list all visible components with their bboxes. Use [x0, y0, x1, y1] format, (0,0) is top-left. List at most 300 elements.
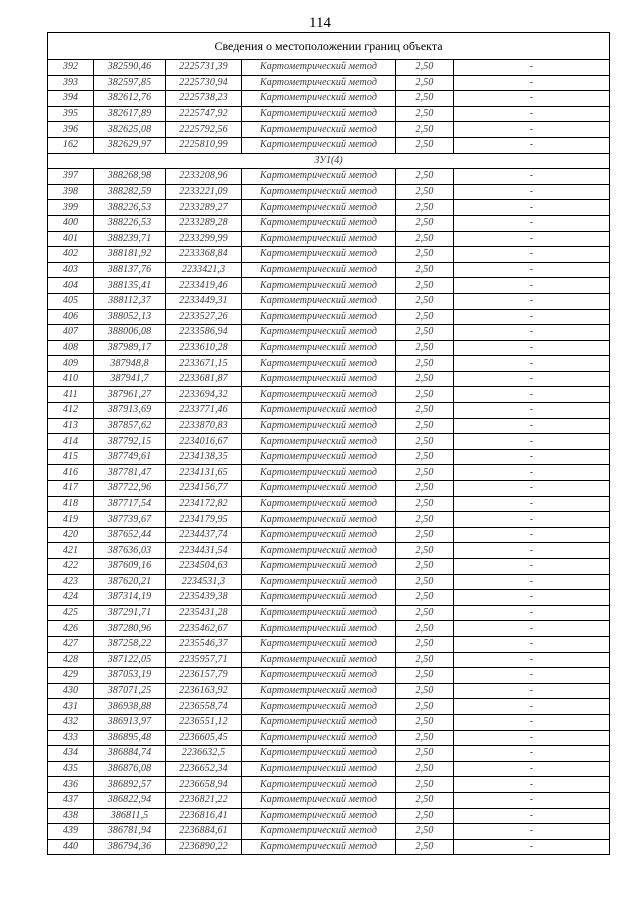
x-coordinate-cell: 387071,25 — [94, 683, 166, 699]
description-cell: - — [454, 714, 610, 730]
table-row — [48, 169, 610, 185]
point-number-cell: 435 — [48, 761, 94, 777]
table-row — [48, 200, 610, 216]
accuracy-cell: 2,50 — [396, 325, 454, 341]
method-cell: Картометрический метод — [242, 481, 396, 497]
method-cell: Картометрический метод — [242, 293, 396, 309]
description-cell: - — [454, 278, 610, 294]
accuracy-cell: 2,50 — [396, 621, 454, 637]
table-row — [48, 75, 610, 91]
table-row — [48, 465, 610, 481]
method-cell: Картометрический метод — [242, 60, 396, 76]
table-row — [48, 340, 610, 356]
description-cell: - — [454, 465, 610, 481]
accuracy-cell: 2,50 — [396, 636, 454, 652]
point-number-cell: 423 — [48, 574, 94, 590]
method-cell: Картометрический метод — [242, 668, 396, 684]
x-coordinate-cell: 388268,98 — [94, 169, 166, 185]
method-cell: Картометрический метод — [242, 371, 396, 387]
point-number-cell: 412 — [48, 403, 94, 419]
description-cell: - — [454, 527, 610, 543]
method-cell: Картометрический метод — [242, 91, 396, 107]
y-coordinate-cell: 2234437,74 — [166, 527, 242, 543]
y-coordinate-cell: 2234156,77 — [166, 481, 242, 497]
y-coordinate-cell: 2233419,46 — [166, 278, 242, 294]
description-cell: - — [454, 543, 610, 559]
table-row — [48, 714, 610, 730]
method-cell: Картометрический метод — [242, 839, 396, 855]
accuracy-cell: 2,50 — [396, 60, 454, 76]
y-coordinate-cell: 2235957,71 — [166, 652, 242, 668]
accuracy-cell: 2,50 — [396, 543, 454, 559]
y-coordinate-cell: 2235431,28 — [166, 605, 242, 621]
x-coordinate-cell: 386938,88 — [94, 699, 166, 715]
point-number-cell: 413 — [48, 418, 94, 434]
y-coordinate-cell: 2233671,15 — [166, 356, 242, 372]
x-coordinate-cell: 387739,67 — [94, 512, 166, 528]
table-row — [48, 652, 610, 668]
description-cell: - — [454, 200, 610, 216]
method-cell: Картометрический метод — [242, 699, 396, 715]
point-number-cell: 416 — [48, 465, 94, 481]
point-number-cell: 434 — [48, 746, 94, 762]
method-cell: Картометрический метод — [242, 106, 396, 122]
accuracy-cell: 2,50 — [396, 699, 454, 715]
table-row — [48, 730, 610, 746]
accuracy-cell: 2,50 — [396, 652, 454, 668]
accuracy-cell: 2,50 — [396, 75, 454, 91]
y-coordinate-cell: 2236558,74 — [166, 699, 242, 715]
description-cell: - — [454, 215, 610, 231]
method-cell: Картометрический метод — [242, 590, 396, 606]
table-row — [48, 356, 610, 372]
description-cell: - — [454, 605, 610, 621]
accuracy-cell: 2,50 — [396, 122, 454, 138]
y-coordinate-cell: 2233586,94 — [166, 325, 242, 341]
table-row — [48, 91, 610, 107]
y-coordinate-cell: 2234179,95 — [166, 512, 242, 528]
y-coordinate-cell: 2233527,26 — [166, 309, 242, 325]
x-coordinate-cell: 387857,62 — [94, 418, 166, 434]
table-row — [48, 418, 610, 434]
table-row — [48, 683, 610, 699]
x-coordinate-cell: 386913,97 — [94, 714, 166, 730]
accuracy-cell: 2,50 — [396, 434, 454, 450]
accuracy-cell: 2,50 — [396, 605, 454, 621]
table-row — [48, 496, 610, 512]
y-coordinate-cell: 2233221,09 — [166, 184, 242, 200]
description-cell: - — [454, 293, 610, 309]
description-cell: - — [454, 262, 610, 278]
description-cell: - — [454, 824, 610, 840]
point-number-cell: 396 — [48, 122, 94, 138]
table-row — [48, 371, 610, 387]
table-row — [48, 699, 610, 715]
point-number-cell: 401 — [48, 231, 94, 247]
x-coordinate-cell: 388239,71 — [94, 231, 166, 247]
method-cell: Картометрический метод — [242, 200, 396, 216]
y-coordinate-cell: 2233610,28 — [166, 340, 242, 356]
description-cell: - — [454, 247, 610, 263]
accuracy-cell: 2,50 — [396, 808, 454, 824]
x-coordinate-cell: 387314,19 — [94, 590, 166, 606]
table-row — [48, 792, 610, 808]
description-cell: - — [454, 792, 610, 808]
y-coordinate-cell: 2234016,67 — [166, 434, 242, 450]
description-cell: - — [454, 137, 610, 153]
y-coordinate-cell: 2235462,67 — [166, 621, 242, 637]
table-row — [48, 636, 610, 652]
x-coordinate-cell: 386811,5 — [94, 808, 166, 824]
y-coordinate-cell: 2234531,3 — [166, 574, 242, 590]
accuracy-cell: 2,50 — [396, 309, 454, 325]
method-cell: Картометрический метод — [242, 761, 396, 777]
x-coordinate-cell: 388181,92 — [94, 247, 166, 263]
x-coordinate-cell: 386876,08 — [94, 761, 166, 777]
table-title-row — [48, 33, 610, 60]
point-number-cell: 403 — [48, 262, 94, 278]
x-coordinate-cell: 387122,05 — [94, 652, 166, 668]
page-number: 114 — [309, 15, 331, 31]
point-number-cell: 439 — [48, 824, 94, 840]
table-row — [48, 777, 610, 793]
x-coordinate-cell: 382612,76 — [94, 91, 166, 107]
point-number-cell: 429 — [48, 668, 94, 684]
description-cell: - — [454, 91, 610, 107]
y-coordinate-cell: 2236890,22 — [166, 839, 242, 855]
x-coordinate-cell: 387941,7 — [94, 371, 166, 387]
description-cell: - — [454, 75, 610, 91]
y-coordinate-cell: 2234131,65 — [166, 465, 242, 481]
point-number-cell: 400 — [48, 215, 94, 231]
accuracy-cell: 2,50 — [396, 293, 454, 309]
description-cell: - — [454, 449, 610, 465]
table-row — [48, 309, 610, 325]
table-row — [48, 247, 610, 263]
y-coordinate-cell: 2236551,12 — [166, 714, 242, 730]
point-number-cell: 417 — [48, 481, 94, 497]
point-number-cell: 418 — [48, 496, 94, 512]
point-number-cell: 407 — [48, 325, 94, 341]
point-number-cell: 409 — [48, 356, 94, 372]
description-cell: - — [454, 106, 610, 122]
x-coordinate-cell: 382629,97 — [94, 137, 166, 153]
description-cell: - — [454, 808, 610, 824]
point-number-cell: 162 — [48, 137, 94, 153]
y-coordinate-cell: 2236658,94 — [166, 777, 242, 793]
description-cell: - — [454, 839, 610, 855]
point-number-cell: 427 — [48, 636, 94, 652]
accuracy-cell: 2,50 — [396, 730, 454, 746]
y-coordinate-cell: 2225810,99 — [166, 137, 242, 153]
x-coordinate-cell: 387609,16 — [94, 559, 166, 575]
point-number-cell: 436 — [48, 777, 94, 793]
table-row — [48, 215, 610, 231]
description-cell: - — [454, 184, 610, 200]
accuracy-cell: 2,50 — [396, 465, 454, 481]
point-number-cell: 406 — [48, 309, 94, 325]
description-cell: - — [454, 418, 610, 434]
point-number-cell: 392 — [48, 60, 94, 76]
method-cell: Картометрический метод — [242, 824, 396, 840]
table-row — [48, 60, 610, 76]
table-row — [48, 387, 610, 403]
x-coordinate-cell: 382617,89 — [94, 106, 166, 122]
table-row — [48, 231, 610, 247]
accuracy-cell: 2,50 — [396, 262, 454, 278]
point-number-cell: 394 — [48, 91, 94, 107]
description-cell: - — [454, 340, 610, 356]
point-number-cell: 428 — [48, 652, 94, 668]
accuracy-cell: 2,50 — [396, 418, 454, 434]
x-coordinate-cell: 388052,13 — [94, 309, 166, 325]
method-cell: Картометрический метод — [242, 122, 396, 138]
accuracy-cell: 2,50 — [396, 746, 454, 762]
x-coordinate-cell: 388135,41 — [94, 278, 166, 294]
description-cell: - — [454, 621, 610, 637]
accuracy-cell: 2,50 — [396, 371, 454, 387]
description-cell: - — [454, 356, 610, 372]
method-cell: Картометрический метод — [242, 309, 396, 325]
table-row — [48, 481, 610, 497]
table-row — [48, 761, 610, 777]
x-coordinate-cell: 387717,54 — [94, 496, 166, 512]
accuracy-cell: 2,50 — [396, 527, 454, 543]
y-coordinate-cell: 2236816,41 — [166, 808, 242, 824]
boundary-coordinates-table — [47, 32, 610, 855]
accuracy-cell: 2,50 — [396, 215, 454, 231]
accuracy-cell: 2,50 — [396, 387, 454, 403]
description-cell: - — [454, 371, 610, 387]
y-coordinate-cell: 2234172,82 — [166, 496, 242, 512]
accuracy-cell: 2,50 — [396, 761, 454, 777]
y-coordinate-cell: 2233289,27 — [166, 200, 242, 216]
description-cell: - — [454, 746, 610, 762]
accuracy-cell: 2,50 — [396, 777, 454, 793]
method-cell: Картометрический метод — [242, 496, 396, 512]
x-coordinate-cell: 387053,19 — [94, 668, 166, 684]
method-cell: Картометрический метод — [242, 574, 396, 590]
accuracy-cell: 2,50 — [396, 356, 454, 372]
y-coordinate-cell: 2233368,84 — [166, 247, 242, 263]
y-coordinate-cell: 2233449,31 — [166, 293, 242, 309]
y-coordinate-cell: 2233421,3 — [166, 262, 242, 278]
y-coordinate-cell: 2234431,54 — [166, 543, 242, 559]
point-number-cell: 410 — [48, 371, 94, 387]
y-coordinate-cell: 2236821,22 — [166, 792, 242, 808]
y-coordinate-cell: 2233681,87 — [166, 371, 242, 387]
x-coordinate-cell: 387258,22 — [94, 636, 166, 652]
x-coordinate-cell: 386822,94 — [94, 792, 166, 808]
point-number-cell: 433 — [48, 730, 94, 746]
y-coordinate-cell: 2225731,39 — [166, 60, 242, 76]
description-cell: - — [454, 512, 610, 528]
y-coordinate-cell: 2234138,35 — [166, 449, 242, 465]
y-coordinate-cell: 2235439,38 — [166, 590, 242, 606]
accuracy-cell: 2,50 — [396, 839, 454, 855]
table-row — [48, 278, 610, 294]
y-coordinate-cell: 2225738,23 — [166, 91, 242, 107]
x-coordinate-cell: 388137,76 — [94, 262, 166, 278]
y-coordinate-cell: 2233289,28 — [166, 215, 242, 231]
point-number-cell: 437 — [48, 792, 94, 808]
description-cell: - — [454, 559, 610, 575]
table-row — [48, 824, 610, 840]
accuracy-cell: 2,50 — [396, 247, 454, 263]
table-row — [48, 512, 610, 528]
description-cell: - — [454, 169, 610, 185]
point-number-cell: 415 — [48, 449, 94, 465]
method-cell: Картометрический метод — [242, 169, 396, 185]
method-cell: Картометрический метод — [242, 465, 396, 481]
table-row — [48, 746, 610, 762]
point-number-cell: 438 — [48, 808, 94, 824]
accuracy-cell: 2,50 — [396, 106, 454, 122]
method-cell: Картометрический метод — [242, 75, 396, 91]
table-row — [48, 184, 610, 200]
method-cell: Картометрический метод — [242, 527, 396, 543]
y-coordinate-cell: 2235546,37 — [166, 636, 242, 652]
y-coordinate-cell: 2236884,61 — [166, 824, 242, 840]
y-coordinate-cell: 2233771,46 — [166, 403, 242, 419]
table-row — [48, 137, 610, 153]
y-coordinate-cell: 2236605,45 — [166, 730, 242, 746]
x-coordinate-cell: 386892,57 — [94, 777, 166, 793]
point-number-cell: 431 — [48, 699, 94, 715]
point-number-cell: 393 — [48, 75, 94, 91]
accuracy-cell: 2,50 — [396, 278, 454, 294]
table-row — [48, 590, 610, 606]
point-number-cell: 421 — [48, 543, 94, 559]
accuracy-cell: 2,50 — [396, 792, 454, 808]
point-number-cell: 424 — [48, 590, 94, 606]
method-cell: Картометрический метод — [242, 746, 396, 762]
description-cell: - — [454, 574, 610, 590]
method-cell: Картометрический метод — [242, 340, 396, 356]
method-cell: Картометрический метод — [242, 777, 396, 793]
point-number-cell: 399 — [48, 200, 94, 216]
section-label: ЗУ1(4) — [48, 153, 610, 169]
x-coordinate-cell: 387961,27 — [94, 387, 166, 403]
y-coordinate-cell: 2225747,92 — [166, 106, 242, 122]
x-coordinate-cell: 386884,74 — [94, 746, 166, 762]
description-cell: - — [454, 122, 610, 138]
point-number-cell: 440 — [48, 839, 94, 855]
method-cell: Картометрический метод — [242, 714, 396, 730]
x-coordinate-cell: 387749,61 — [94, 449, 166, 465]
point-number-cell: 395 — [48, 106, 94, 122]
table-row — [48, 106, 610, 122]
method-cell: Картометрический метод — [242, 231, 396, 247]
method-cell: Картометрический метод — [242, 325, 396, 341]
accuracy-cell: 2,50 — [396, 559, 454, 575]
method-cell: Картометрический метод — [242, 559, 396, 575]
method-cell: Картометрический метод — [242, 683, 396, 699]
method-cell: Картометрический метод — [242, 808, 396, 824]
accuracy-cell: 2,50 — [396, 91, 454, 107]
accuracy-cell: 2,50 — [396, 231, 454, 247]
method-cell: Картометрический метод — [242, 184, 396, 200]
section-row — [48, 153, 610, 169]
point-number-cell: 422 — [48, 559, 94, 575]
accuracy-cell: 2,50 — [396, 824, 454, 840]
x-coordinate-cell: 386794,36 — [94, 839, 166, 855]
table-row — [48, 574, 610, 590]
description-cell: - — [454, 387, 610, 403]
method-cell: Картометрический метод — [242, 215, 396, 231]
accuracy-cell: 2,50 — [396, 496, 454, 512]
method-cell: Картометрический метод — [242, 262, 396, 278]
method-cell: Картометрический метод — [242, 636, 396, 652]
x-coordinate-cell: 382597,85 — [94, 75, 166, 91]
accuracy-cell: 2,50 — [396, 574, 454, 590]
description-cell: - — [454, 60, 610, 76]
y-coordinate-cell: 2233299,99 — [166, 231, 242, 247]
point-number-cell: 432 — [48, 714, 94, 730]
point-number-cell: 411 — [48, 387, 94, 403]
y-coordinate-cell: 2236632,5 — [166, 746, 242, 762]
x-coordinate-cell: 387291,71 — [94, 605, 166, 621]
y-coordinate-cell: 2225730,94 — [166, 75, 242, 91]
point-number-cell: 402 — [48, 247, 94, 263]
x-coordinate-cell: 387620,21 — [94, 574, 166, 590]
accuracy-cell: 2,50 — [396, 714, 454, 730]
method-cell: Картометрический метод — [242, 418, 396, 434]
accuracy-cell: 2,50 — [396, 449, 454, 465]
description-cell: - — [454, 309, 610, 325]
method-cell: Картометрический метод — [242, 621, 396, 637]
method-cell: Картометрический метод — [242, 792, 396, 808]
description-cell: - — [454, 481, 610, 497]
table-row — [48, 527, 610, 543]
x-coordinate-cell: 387722,96 — [94, 481, 166, 497]
table-row — [48, 325, 610, 341]
x-coordinate-cell: 386895,48 — [94, 730, 166, 746]
description-cell: - — [454, 652, 610, 668]
point-number-cell: 430 — [48, 683, 94, 699]
x-coordinate-cell: 387652,44 — [94, 527, 166, 543]
x-coordinate-cell: 387792,15 — [94, 434, 166, 450]
method-cell: Картометрический метод — [242, 137, 396, 153]
method-cell: Картометрический метод — [242, 434, 396, 450]
table-row — [48, 403, 610, 419]
method-cell: Картометрический метод — [242, 605, 396, 621]
description-cell: - — [454, 231, 610, 247]
description-cell: - — [454, 590, 610, 606]
accuracy-cell: 2,50 — [396, 169, 454, 185]
table-row — [48, 293, 610, 309]
description-cell: - — [454, 403, 610, 419]
x-coordinate-cell: 388226,53 — [94, 215, 166, 231]
point-number-cell: 419 — [48, 512, 94, 528]
accuracy-cell: 2,50 — [396, 340, 454, 356]
x-coordinate-cell: 386781,94 — [94, 824, 166, 840]
y-coordinate-cell: 2225792,56 — [166, 122, 242, 138]
accuracy-cell: 2,50 — [396, 137, 454, 153]
point-number-cell: 426 — [48, 621, 94, 637]
description-cell: - — [454, 683, 610, 699]
method-cell: Картометрический метод — [242, 512, 396, 528]
point-number-cell: 420 — [48, 527, 94, 543]
y-coordinate-cell: 2234504,63 — [166, 559, 242, 575]
description-cell: - — [454, 636, 610, 652]
method-cell: Картометрический метод — [242, 278, 396, 294]
method-cell: Картометрический метод — [242, 730, 396, 746]
method-cell: Картометрический метод — [242, 387, 396, 403]
table-row — [48, 621, 610, 637]
accuracy-cell: 2,50 — [396, 200, 454, 216]
y-coordinate-cell: 2236652,34 — [166, 761, 242, 777]
